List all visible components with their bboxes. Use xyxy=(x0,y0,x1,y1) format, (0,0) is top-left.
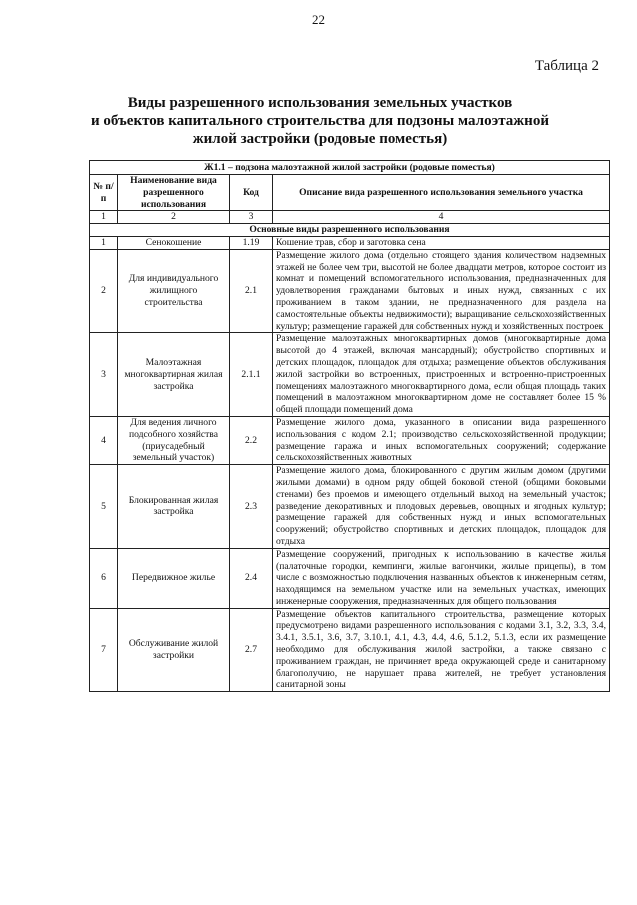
table-row xyxy=(90,416,610,464)
row-desc: Размещение жилого дома (отдельно стоящего здания количеством надземных этажей не более чем три, высотой не более двадцати метров, которое состоит из комнат и помещений вспомогательного использования, предназначенных для удовлетворения гражданами бытовых и иных нужд, связанных с их проживанием в таком здании, не предназначенного для раздела на самостоятельные объекты недвижимости); выращивание сельскохозяйственных культур; размещение гаражей для собственных нужд и хозяйственных построек xyxy=(273,249,610,333)
section-title-row xyxy=(90,224,610,237)
row-num: 7 xyxy=(90,608,118,692)
row-num: 4 xyxy=(90,416,118,464)
row-name: Блокированная жилая застройка xyxy=(118,465,230,549)
table-row xyxy=(90,465,610,549)
page-number: 22 xyxy=(312,12,325,27)
title-line-1: Виды разрешенного использования земельных участков xyxy=(127,95,513,111)
row-name: Малоэтажная многоквартирная жилая застройка xyxy=(118,333,230,417)
zone-title: Ж1.1 – подзона малоэтажной жилой застройки (родовые поместья) xyxy=(90,161,610,175)
land-use-table xyxy=(89,160,610,692)
table-row xyxy=(90,333,610,417)
row-num: 2 xyxy=(90,249,118,333)
row-code: 2.7 xyxy=(230,608,273,692)
row-name: Сенокошение xyxy=(118,236,230,249)
header-code: Код xyxy=(230,175,273,211)
row-name: Передвижное жилье xyxy=(118,548,230,608)
table-label: Таблица 2 xyxy=(534,58,599,74)
table-row xyxy=(90,608,610,692)
header-name: Наименование вида разрешенного использования xyxy=(118,175,230,211)
row-name: Для ведения личного подсобного хозяйства (приусадебный земельный участок) xyxy=(118,416,230,464)
table-row xyxy=(90,548,610,608)
row-desc: Размещение объектов капитального строительства, размещение которых предусмотрено видами разрешенного использования с кодами 3.1, 3.2, 3.3, 3.4, 3.4.1, 3.5.1, 3.6, 3.7, 3.10.1, 4.1, 4.3, 4.4, 4.6, 5.1.2, 5.1.3, если их размещение необходимо для обслуживания жилой застройки, а также связано с проживанием граждан, не причиняет вреда окружающей среде и санитарному благополучию, не нарушает права жителей, не требует установления санитарной зоны xyxy=(273,608,610,692)
row-code: 2.1.1 xyxy=(230,333,273,417)
row-code: 2.1 xyxy=(230,249,273,333)
row-code: 2.2 xyxy=(230,416,273,464)
header-num: № п/п xyxy=(90,175,118,211)
row-num: 5 xyxy=(90,465,118,549)
col-number: 1 xyxy=(90,211,118,224)
row-num: 1 xyxy=(90,236,118,249)
title-line-3: жилой застройки (родовые поместья) xyxy=(192,131,448,147)
row-num: 3 xyxy=(90,333,118,417)
row-desc: Размещение жилого дома, блокированного с другим жилым домом (другими жилыми домами) в одном ряду общей боковой стеной (общими боковыми стенами) без проемов и имеющего отдельный выход на земельный участок; разведение декоративных и плодовых деревьев, овощных и ягодных культур; размещение гаражей для собственных нужд и иных вспомогательных сооружений; обустройство спортивных и детских площадок, площадок для отдыха xyxy=(273,465,610,549)
col-number: 3 xyxy=(230,211,273,224)
table-row xyxy=(90,236,610,249)
title-line-2: и объектов капитального строительства для подзоны малоэтажной xyxy=(91,113,549,129)
column-number-row xyxy=(90,211,610,224)
document-title xyxy=(60,94,580,148)
row-name: Обслуживание жилой застройки xyxy=(118,608,230,692)
col-number: 2 xyxy=(118,211,230,224)
row-num: 6 xyxy=(90,548,118,608)
row-code: 2.4 xyxy=(230,548,273,608)
row-desc: Кошение трав, сбор и заготовка сена xyxy=(273,236,610,249)
row-code: 1.19 xyxy=(230,236,273,249)
row-code: 2.3 xyxy=(230,465,273,549)
header-desc: Описание вида разрешенного использования земельного участка xyxy=(273,175,610,211)
table-row xyxy=(90,249,610,333)
row-desc: Размещение сооружений, пригодных к использованию в качестве жилья (палаточные городки, кемпинги, жилые вагончики, жилые прицепы), в том числе с возможностью подключения названных объектов к инженерным сетям, находящимся на земельном участке или на земельных участках, имеющих инженерные сооружения, предназначенных для общего пользования xyxy=(273,548,610,608)
header-row xyxy=(90,175,610,211)
section-title: Основные виды разрешенного использования xyxy=(90,224,610,237)
zone-title-row xyxy=(90,161,610,175)
row-desc: Размещение малоэтажных многоквартирных домов (многоквартирные дома высотой до 4 этажей, включая мансардный); обустройство спортивных и детских площадок, площадок для отдыха; размещение объектов обслуживания жилой застройки во встроенных, пристроенных и встроенно-пристроенных помещениях малоэтажного многоквартирного дома, если общая площадь таких помещений в малоэтажном многоквартирном доме не составляет более 15 % общей площади помещений дома xyxy=(273,333,610,417)
col-number: 4 xyxy=(273,211,610,224)
row-name: Для индивидуального жилищного строительства xyxy=(118,249,230,333)
row-desc: Размещение жилого дома, указанного в описании вида разрешенного использования с кодом 2.1; производство сельскохозяйственной продукции; размещение гаража и иных вспомогательных сооружений; содержание сельскохозяйственных животных xyxy=(273,416,610,464)
